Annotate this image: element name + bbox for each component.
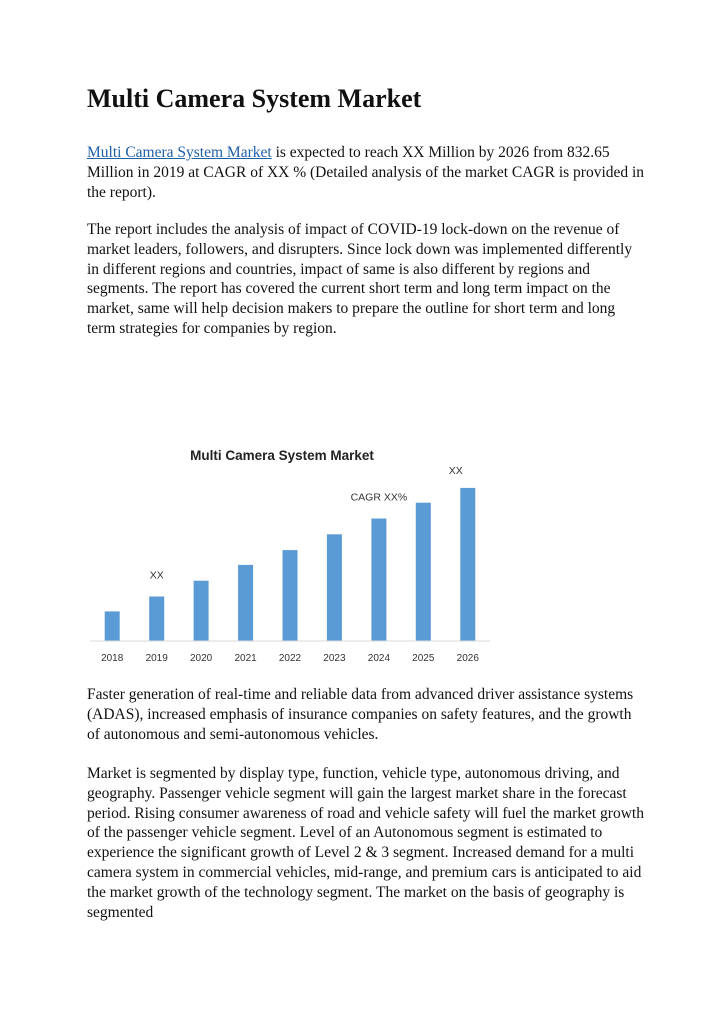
chart-title: Multi Camera System Market	[190, 448, 374, 463]
x-tick-label-2026: 2026	[456, 653, 479, 664]
x-tick-label-2022: 2022	[278, 653, 302, 664]
bar-2019	[149, 597, 164, 642]
chart-annotation-2: XX	[448, 464, 463, 477]
x-tick-label-2018: 2018	[101, 653, 124, 664]
drivers-paragraph: Faster generation of real-time and reliable data from advanced driver assistance systems (ADAS), increased emphasis of insurance companies on safety features, and the growth of autonomous and semi-autonomous vehicles.	[87, 686, 634, 743]
chart-annotation-0: XX	[149, 569, 164, 582]
segmentation-paragraph: Market is segmented by display type, function, vehicle type, autonomous driving, and geography. Passenger vehicle segment will gain the largest market share in the forecast period. Rising consumer awareness of road and vehicle safety will fuel the market growth of the passenger vehicle segment. Level of an Autonomous segment is estimated to experience the significant growth of Level 2 & 3 segment. Increased demand for a multi camera system in commercial vehicles, mid-range, and premium cars is anticipated to aid the market growth of the technology segment. The market on the basis of geography is segmented	[87, 765, 644, 921]
bar-2022	[283, 550, 298, 641]
bar-2020	[194, 581, 209, 641]
bar-2023	[327, 534, 342, 641]
x-tick-label-2025: 2025	[412, 653, 435, 664]
x-tick-label-2024: 2024	[367, 653, 391, 664]
bar-2024	[371, 519, 386, 642]
bar-2025	[416, 503, 431, 641]
chart-canvas	[78, 438, 498, 670]
x-tick-label-2020: 2020	[189, 653, 213, 664]
x-tick-label-2019: 2019	[145, 653, 168, 664]
covid-impact-paragraph: The report includes the analysis of impact of COVID-19 lock-down on the revenue of market leaders, followers, and disrupters. Since lock down was implemented differently in different regions and countries, impact of same is also different by regions and segments. The report has covered the current short term and long term impact on the market, same will help decision makers to prepare the outline for short term and long term strategies for companies by region.	[87, 221, 633, 337]
bar-2026	[460, 488, 475, 641]
x-tick-label-2023: 2023	[323, 653, 346, 664]
market-bar-chart	[78, 438, 498, 670]
market-report-link[interactable]: Multi Camera System Market	[87, 144, 272, 161]
intro-paragraph	[87, 143, 647, 202]
x-tick-label-2021: 2021	[234, 653, 257, 664]
bar-2018	[105, 611, 120, 641]
bar-2021	[238, 565, 253, 641]
chart-annotation-1: CAGR XX%	[350, 491, 408, 504]
page-title: Multi Camera System Market	[87, 84, 422, 113]
intro-paragraph-text: is expected to reach XX Million by 2026 from 832.65 Million in 2019 at CAGR of XX % (Detailed analysis of the market CAGR is provided in the report).	[87, 144, 645, 201]
